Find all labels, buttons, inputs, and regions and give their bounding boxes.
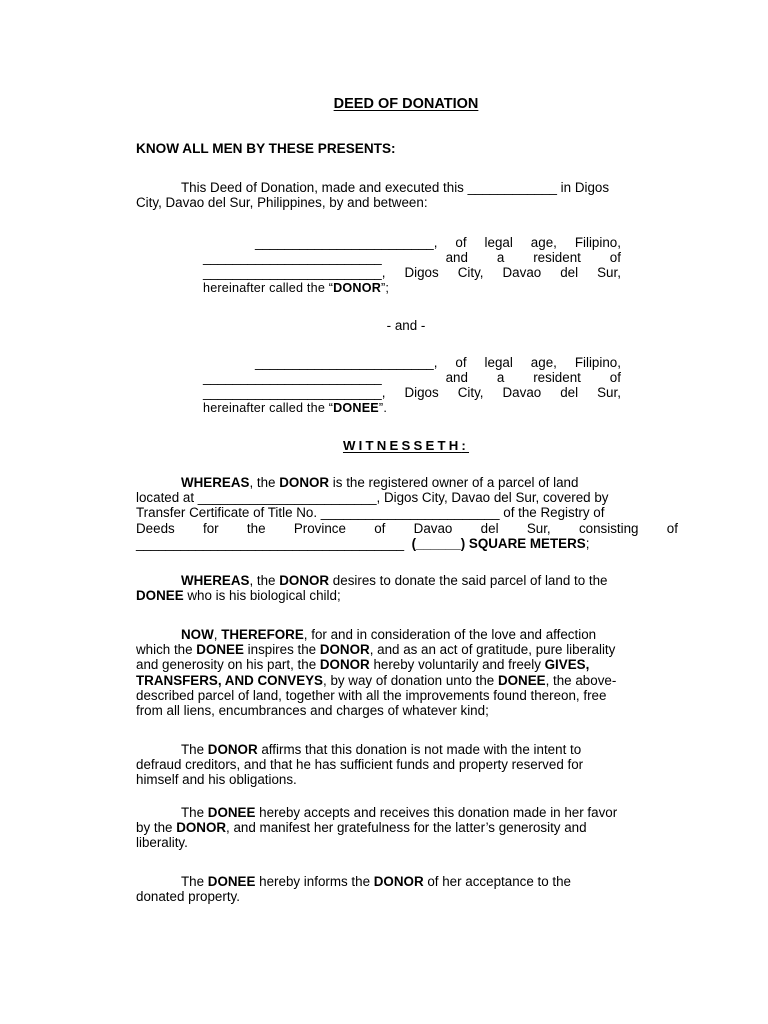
conveyance-line-3: and generosity on his part, the DONOR hereby voluntarily and freely GIVES,	[136, 657, 590, 673]
word: Davao	[502, 385, 542, 401]
whereas-ownership-paragraph	[136, 475, 678, 551]
word: Davao	[413, 520, 453, 536]
word: legal	[484, 355, 513, 370]
donee-line-3	[203, 385, 621, 400]
witnesseth-heading	[0, 438, 768, 453]
donor-block	[203, 235, 621, 296]
word: for	[203, 520, 219, 536]
word: consisting	[578, 520, 639, 536]
area-words-blank: ____________________________________	[136, 535, 405, 551]
word: and	[445, 250, 468, 266]
inform-line-2: donated property.	[136, 889, 240, 905]
word: resident	[533, 250, 581, 266]
affirm-line-1: The DONOR affirms that this donation is not made with the intent to	[181, 742, 582, 757]
conveyance-line-6: from all liens, encumbrances and charges of whatever kind;	[136, 703, 489, 719]
word: del	[560, 385, 579, 401]
conveyance-line-4: TRANSFERS, AND CONVEYS, by way of donation unto the DONEE, the above-	[136, 672, 617, 688]
accept-line-2: by the DONOR, and manifest her gratefulness for the latter’s generosity and	[136, 820, 587, 836]
word: of	[609, 370, 621, 386]
word: legal	[484, 235, 513, 250]
word: of	[455, 355, 467, 370]
word: Province	[293, 520, 346, 536]
word: City,	[457, 385, 484, 401]
donee-status-blank: ________________________	[203, 370, 382, 386]
word: Davao	[502, 265, 542, 281]
donor-line-2	[203, 250, 621, 265]
donee-name-blank: ________________________,	[255, 355, 438, 370]
whereas1-line-5	[136, 536, 678, 551]
word: of	[374, 520, 386, 536]
word: Deeds	[136, 520, 175, 536]
donee-line-1	[203, 355, 621, 370]
intro-heading: KNOW ALL MEN BY THESE PRESENTS:	[136, 141, 396, 156]
donor-name-blank: ________________________,	[255, 235, 438, 250]
word: a	[496, 250, 505, 266]
conveyance-line-2: which the DONEE inspires the DONOR, and as an act of gratitude, pure liberality	[136, 642, 616, 658]
donor-line-1	[203, 235, 621, 250]
donor-status-blank: ________________________	[203, 250, 382, 266]
whereas-intent-paragraph	[136, 573, 678, 603]
word: Digos	[404, 385, 439, 401]
witnesseth-colon: :	[461, 438, 470, 453]
word: Filipino,	[574, 235, 621, 250]
word: age,	[530, 235, 557, 250]
accept-line-3: liberality.	[136, 835, 188, 851]
donee-acceptance-paragraph	[136, 805, 678, 851]
word: resident	[533, 370, 581, 386]
word: age,	[530, 355, 557, 370]
affirm-line-3: himself and his obligations.	[136, 772, 297, 788]
word: of	[609, 250, 621, 266]
word: del	[480, 520, 499, 536]
opening-paragraph	[136, 180, 678, 210]
donor-line-3	[203, 265, 621, 280]
donee-line-2	[203, 370, 621, 385]
whereas1-line-2: located at ________________________, Digos City, Davao del Sur, covered by	[136, 490, 609, 506]
square-meters-label: (______) SQUARE METERS	[411, 535, 586, 551]
document-title: DEED OF DONATION	[333, 96, 479, 112]
donor-address-blank: ________________________,	[203, 265, 386, 281]
word: of	[666, 520, 678, 536]
donee-block	[203, 355, 621, 416]
donee-designation: hereinafter called the “DONEE”.	[203, 400, 388, 415]
word: Sur,	[597, 265, 621, 281]
punct: ;	[585, 535, 590, 551]
witnesseth-text: WITNESSETH	[342, 438, 462, 453]
accept-line-1: The DONEE hereby accepts and receives this donation made in her favor	[181, 805, 618, 820]
conveyance-line-5: described parcel of land, together with all the improvements found thereon, free	[136, 687, 607, 703]
inform-line-1: The DONEE hereby informs the DONOR of her acceptance to the	[181, 874, 572, 889]
and-separator: - and -	[386, 318, 426, 333]
donor-affirmation-paragraph	[136, 742, 678, 788]
word: Digos	[404, 265, 439, 281]
opening-line-1: This Deed of Donation, made and executed this ____________ in Digos	[181, 180, 610, 195]
word: del	[560, 265, 579, 281]
word: the	[246, 520, 266, 536]
word: Sur,	[526, 520, 551, 536]
whereas1-line-3: Transfer Certificate of Title No. ________________________ of the Registry of	[136, 505, 605, 521]
whereas1-line-4	[136, 521, 678, 536]
donee-notice-paragraph	[136, 874, 678, 904]
word: Filipino,	[574, 355, 621, 370]
word: City,	[457, 265, 484, 281]
now-therefore-paragraph	[136, 627, 678, 718]
donee-address-blank: ________________________,	[203, 385, 386, 401]
word: a	[496, 370, 505, 386]
whereas2-line-2: DONEE who is his biological child;	[136, 588, 341, 604]
whereas1-line-1: WHEREAS, the DONOR is the registered owner of a parcel of land	[181, 475, 579, 490]
whereas2-line-1: WHEREAS, the DONOR desires to donate the said parcel of land to the	[181, 573, 608, 588]
affirm-line-2: defraud creditors, and that he has sufficient funds and property reserved for	[136, 757, 584, 773]
word: and	[445, 370, 468, 386]
donor-designation: hereinafter called the “DONOR”;	[203, 280, 390, 295]
word: of	[455, 235, 467, 250]
word: Sur,	[597, 385, 621, 401]
conveyance-line-1: NOW, THEREFORE, for and in consideration of the love and affection	[181, 627, 597, 642]
opening-line-2: City, Davao del Sur, Philippines, by and between:	[136, 195, 428, 211]
